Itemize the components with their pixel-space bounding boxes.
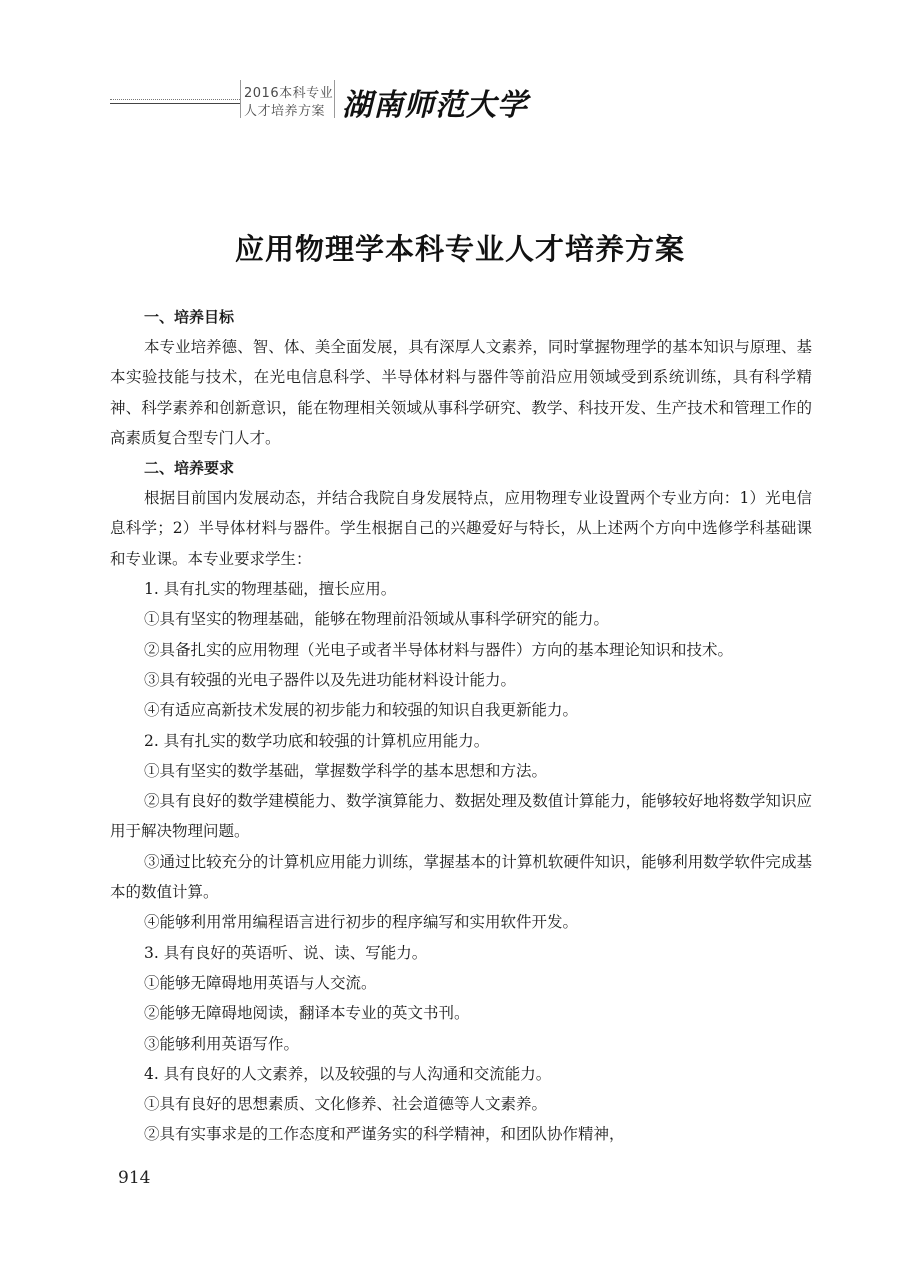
list-item: ③通过比较充分的计算机应用能力训练，掌握基本的计算机软硬件知识，能够利用数学软件完成基本的数值计算。 xyxy=(110,852,812,902)
list-item: ①能够无障碍地用英语与人交流。 xyxy=(144,973,377,992)
section-heading-goals: 一、培养目标 xyxy=(144,308,235,326)
list-item: ②具备扎实的应用物理（光电子或者半导体材料与器件）方向的基本理论知识和技术。 xyxy=(144,640,734,659)
list-item: ④能够利用常用编程语言进行初步的程序编写和实用软件开发。 xyxy=(144,913,579,932)
header-tag-year: 2016本科专业 xyxy=(244,86,334,101)
list-item: ③能够利用英语写作。 xyxy=(144,1034,300,1053)
section-heading-requirements: 二、培养要求 xyxy=(144,459,235,478)
document-body xyxy=(110,302,812,1150)
list-item: ①具有良好的思想素质、文化修养、社会道德等人文素养。 xyxy=(144,1095,548,1114)
page-title: 应用物理学本科专业人才培养方案 xyxy=(234,232,685,266)
header-tag-subtitle: 人才培养方案 xyxy=(244,104,326,119)
header-rule-dotted xyxy=(110,99,240,100)
list-item: 1. 具有扎实的物理基础，擅长应用。 xyxy=(144,580,397,599)
list-item: ③具有较强的光电子器件以及先进功能材料设计能力。 xyxy=(144,670,517,689)
list-item: ②具有实事求是的工作态度和严谨务实的科学精神，和团队协作精神， xyxy=(144,1125,625,1144)
list-item: ②能够无障碍地阅读，翻译本专业的英文书刊。 xyxy=(144,1004,470,1023)
list-item: ①具有坚实的物理基础，能够在物理前沿领域从事科学研究的能力。 xyxy=(144,610,610,629)
university-logo: 湖南师范大学 xyxy=(342,88,528,123)
list-item: ④有适应高新技术发展的初步能力和较强的知识自我更新能力。 xyxy=(144,701,579,720)
page-number: 914 xyxy=(118,1168,151,1188)
paragraph: 根据目前国内发展动态，并结合我院自身发展特点，应用物理专业设置两个专业方向：1）光电信息科学；2）半导体材料与器件。学生根据自己的兴趣爱好与特长，从上述两个方向中选修学科基础课和专业课。本专业要求学生： xyxy=(110,489,812,568)
header-rule-solid xyxy=(110,103,240,104)
paragraph: 本专业培养德、智、体、美全面发展，具有深厚人文素养，同时掌握物理学的基本知识与原理、基本实验技能与技术，在光电信息科学、半导体材料与器件等前沿应用领域受到系统训练，具有科学精神、科学素养和创新意识，能在物理相关领域从事科学研究、教学、科技开发、生产技术和管理工作的高素质复合型专门人才。 xyxy=(110,338,812,447)
list-item: 4. 具有良好的人文素养，以及较强的与人沟通和交流能力。 xyxy=(144,1064,552,1083)
list-item: ①具有坚实的数学基础，掌握数学科学的基本思想和方法。 xyxy=(144,761,548,780)
list-item: 2. 具有扎实的数学功底和较强的计算机应用能力。 xyxy=(144,731,490,750)
list-item: 3. 具有良好的英语听、说、读、写能力。 xyxy=(144,943,428,962)
list-item: ②具有良好的数学建模能力、数学演算能力、数据处理及数值计算能力，能够较好地将数学知识应用于解决物理问题。 xyxy=(110,792,812,841)
